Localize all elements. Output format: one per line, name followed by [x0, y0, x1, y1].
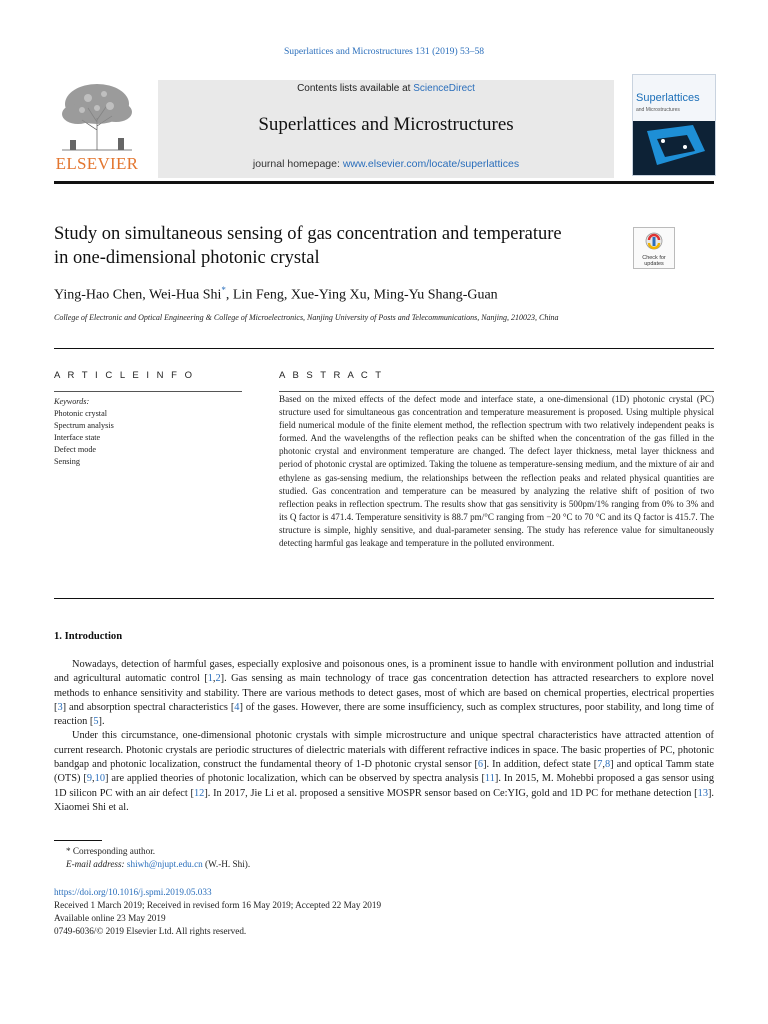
text-run: ]. In addition, defect state [ — [483, 759, 598, 771]
text-run: , — [212, 673, 216, 685]
email-line — [66, 858, 566, 871]
publication-info — [54, 886, 554, 938]
reference-link[interactable]: 2 — [215, 673, 221, 685]
affiliation-divider — [54, 348, 714, 349]
text-run: ] of the gases. However, there are some insufficiency, such as complex structures, poor stability, and long time of reaction [ — [54, 701, 714, 728]
doi-link[interactable]: https://doi.org/10.1016/j.spmi.2019.05.033 — [54, 887, 212, 897]
intro-paragraph-1 — [54, 658, 714, 729]
copyright-notice: 0749-6036/© 2019 Elsevier Ltd. All rights reserved. — [54, 926, 247, 936]
reference-link[interactable]: 11 — [484, 773, 495, 785]
keyword-item: Photonic crystal — [54, 409, 107, 418]
abstract-divider — [54, 598, 714, 599]
introduction-body — [54, 658, 714, 815]
journal-title: Superlattices and Microstructures — [258, 114, 514, 135]
keyword-item: Interface state — [54, 433, 101, 442]
keywords-label: Keywords: — [54, 397, 90, 406]
corresponding-author-mark[interactable]: * — [221, 285, 226, 295]
available-online-date: Available online 23 May 2019 — [54, 913, 166, 923]
cover-subtitle: and Microstructures — [636, 107, 680, 113]
header-divider — [54, 181, 714, 184]
text-run: ]. Xiaomei Shi et al. — [54, 787, 715, 813]
reference-link[interactable]: 7 — [597, 759, 603, 771]
received-dates: Received 1 March 2019; Received in revised form 16 May 2019; Accepted 22 May 2019 — [54, 900, 382, 910]
text-run: Nowadays, detection of harmful gases, especially explosive and poisonous ones, is a prominent issue to handle with environment pollution and industrial and agricultural automatic control [ — [54, 659, 714, 685]
keyword-item: Defect mode — [54, 445, 97, 454]
abstract-rule — [279, 391, 714, 392]
reference-link[interactable]: 4 — [234, 701, 240, 713]
reference-link[interactable]: 10 — [94, 773, 105, 785]
text-run: ] and absorption spectral characteristics [ — [62, 701, 235, 713]
keyword-item: Spectrum analysis — [54, 421, 114, 430]
text-run: Under this circumstance, one-dimensional photonic crystals with simple microstructure and unique spectral characteristics have attracted attention of current research. Photonic crystals are periodic structures of dielectric materials with different refractive indices in space. The basic properties of PC, photonic bandgap and photonic localization, construct the fundamental theory of 1-D photonic crystal sensor [ — [54, 730, 714, 771]
reference-link[interactable]: 6 — [477, 759, 484, 771]
reference-link[interactable]: 3 — [57, 701, 63, 713]
text-run: ] are applied theories of photonic localization, which can be observed by spectra analysis [ — [104, 773, 485, 785]
author-affiliation: College of Electronic and Optical Engineering & College of Microelectronics, Nanjing University of Posts and Telecommunications, Nanjing, 210023, China — [54, 313, 559, 322]
homepage-line — [158, 158, 614, 170]
journal-homepage-link[interactable]: www.elsevier.com/locate/superlattices — [342, 158, 520, 170]
text-run: ] and optical Tamm state (OTS) [ — [54, 759, 714, 785]
reference-link[interactable]: 9 — [86, 773, 93, 785]
contents-prefix: Contents lists available at — [297, 83, 414, 94]
abstract-text: Based on the mixed effects of the defect mode and interface state, a one-dimensional (1D) photonic crystal (PC) structure used for simultaneous gas concentration and temperature measurement is proposed. Using multiple physical field numerical module of the finite element method, the reflection spectrum with two relatively independent peaks is formed. And the wavelengths of the reflection peaks can be shifted when the concentration of the gas filled in the photonic crystal and environment temperature are changed. The defect layer thickness, metal layer thickness and period of photonic crystal are optimized. Taking the toluene as temperature-sensing medium, and the mixture of air and ethylene as gas-sensing medium, the relationships between the reflection peaks and related physical quantities are studied. Gas concentration and temperature can be measured by analyzing the relative shift of position of two reflection peaks in reflection spectrum. The results show that gas sensitivity is 500pm/1% ranging from 0% to 3% and its Q factor is 471.4. Temperature sensitivity is 88.7 pm/°C ranging from −20 °C to 70 °C and its Q factor is 415.7. The structure is simple, highly sensitive, and dual-parameter sensing. The study has reference value for simultaneously detecting harmful gas leakage and temperature in the polluted environment. — [279, 394, 714, 549]
email-link[interactable]: shiwh@njupt.edu.cn — [126, 859, 203, 869]
reference-link[interactable]: 13 — [697, 787, 708, 799]
intro-paragraph-2 — [54, 729, 714, 815]
reference-link[interactable]: 5 — [93, 716, 99, 728]
contents-line — [158, 83, 614, 94]
cover-artwork — [633, 121, 715, 175]
article-info-heading: A R T I C L E I N F O — [54, 370, 195, 381]
introduction-heading: 1. Introduction — [54, 631, 123, 642]
footnotes — [66, 845, 566, 871]
reference-link[interactable]: 8 — [604, 759, 611, 771]
email-label: E-mail address: — [66, 859, 125, 869]
text-run: ]. In 2017, Jie Li et al. proposed a sensitive MOSPR sensor based on Ce:YIG, gold and 1D PC for methane detection [ — [204, 787, 698, 799]
text-run: , — [602, 759, 605, 771]
footnote-rule — [54, 840, 102, 841]
text-run: ]. Gas sensing as main technology of trace gas concentration detection has attracted researchers to explore novel methods to enhance sensitivity and stability. There are various methods to detect gases, most of which are based on chemical properties, electrical properties [ — [54, 673, 714, 713]
text-run: , — [92, 773, 95, 785]
email-suffix: (W.-H. Shi). — [202, 859, 251, 869]
authors-rest: , Lin Feng, Xue-Ying Xu, Ming-Yu Shang-Guan — [225, 287, 498, 303]
elsevier-wordmark: ELSEVIER — [55, 154, 139, 173]
journal-cover-thumbnail[interactable] — [632, 74, 716, 176]
reference-link[interactable]: 12 — [193, 787, 205, 799]
author-list — [54, 285, 654, 304]
text-run: ]. In 2015, M. Mohebbi proposed a gas sensor using 1D silicon PC with an air defect [ — [54, 773, 714, 799]
homepage-prefix: journal homepage: — [252, 158, 343, 170]
keywords-block — [54, 396, 242, 468]
authors-first: Ying-Hao Chen, Wei-Hua Shi — [54, 287, 222, 303]
check-updates-label: Check for updates — [642, 255, 666, 267]
reference-link[interactable]: 1 — [207, 673, 213, 685]
article-info-rule — [54, 391, 242, 392]
corresponding-author-note: * Corresponding author. — [66, 846, 156, 856]
abstract-heading: A B S T R A C T — [279, 370, 384, 381]
text-run: ]. — [98, 716, 105, 728]
sciencedirect-link[interactable]: ScienceDirect — [413, 83, 475, 94]
cover-title: Superlattices — [636, 92, 700, 104]
article-title: Study on simultaneous sensing of gas concentration and temperature in one-dimensional photonic crystal — [54, 224, 562, 268]
journal-citation[interactable]: Superlattices and Microstructures 131 (2019) 53–58 — [283, 46, 485, 57]
keyword-item: Sensing — [54, 457, 80, 466]
